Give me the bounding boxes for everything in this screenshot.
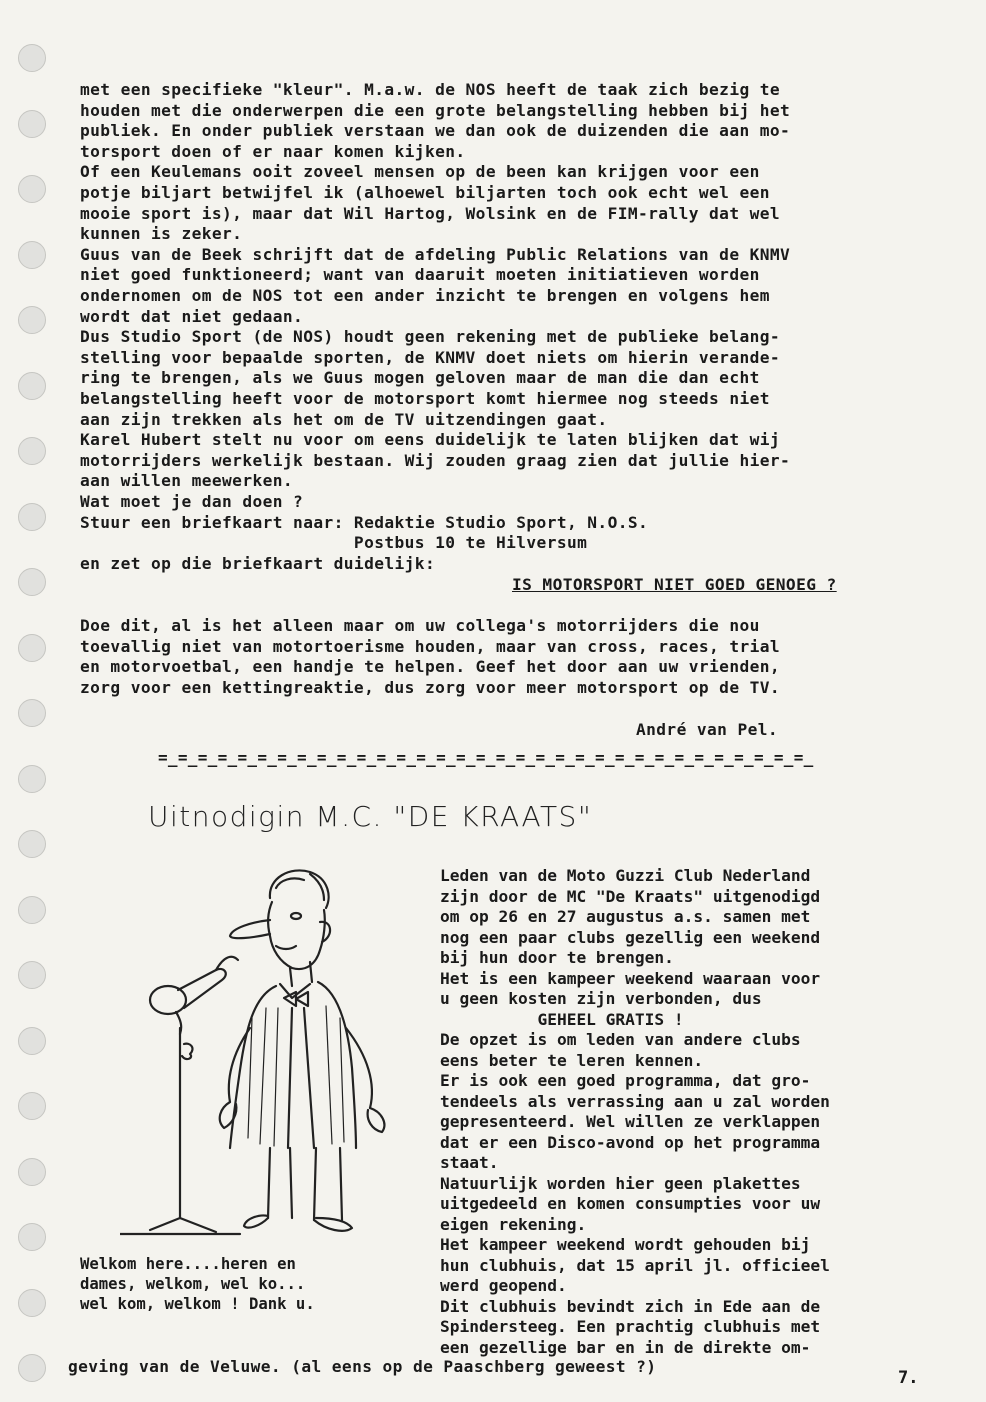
text-line: met een specifieke "kleur". M.a.w. de NOS heeft de taak zich bezig te	[80, 80, 781, 99]
text-line: aan willen meewerken.	[80, 471, 294, 491]
text-line: Stuur een briefkaart naar: Redaktie Studio Sport, N.O.S.	[80, 512, 649, 532]
binder-hole	[18, 241, 46, 269]
text-line: Doe dit, al is het alleen maar om uw collega's motorrijders die nou	[80, 616, 760, 635]
text-line: Dus Studio Sport (de NOS) houdt geen rekening met de publieke belang-	[80, 327, 781, 347]
text-line: Guus van de Beek schrijft dat de afdeling Public Relations van de KNMV	[80, 244, 791, 264]
text-line: potje biljart betwijfel ik (alhoewel biljarten toch ook echt wel een	[80, 183, 770, 202]
text-line: publiek. En onder publiek verstaan we dan ook de duizenden die aan mo-	[80, 121, 791, 141]
binder-hole	[18, 1289, 46, 1317]
text-line: De opzet is om leden van andere clubs	[440, 1030, 801, 1049]
text-line: belangstelling heeft voor de motorsport komt hiermee nog steeds niet	[80, 389, 770, 408]
text-line: ring te brengen, als we Guus mogen geloven maar de man die dan echt	[80, 368, 760, 388]
text-line: u geen kosten zijn verbonden, dus	[440, 989, 762, 1008]
text-line: en motorvoetbal, een handje te helpen. Geef het door aan uw vrienden,	[80, 657, 781, 677]
text-line: hun clubhuis, dat 15 april jl. officieel	[440, 1255, 830, 1275]
text-line: Leden van de Moto Guzzi Club Nederland	[440, 866, 811, 885]
slogan: IS MOTORSPORT NIET GOED GENOEG ?	[512, 575, 837, 594]
binder-hole	[18, 1223, 46, 1251]
section-heading: Uitnodigin M.C. "DE KRAATS"	[148, 800, 593, 833]
binder-hole	[18, 175, 46, 203]
binder-hole	[18, 830, 46, 858]
text-line: GEHEEL GRATIS !	[440, 1009, 684, 1029]
text-line: aan zijn trekken als het om de TV uitzendingen gaat.	[80, 409, 608, 429]
page-number: 7.	[898, 1368, 919, 1388]
binder-hole	[18, 961, 46, 989]
text-line: Natuurlijk worden hier geen plakettes	[440, 1173, 801, 1193]
text-line: zijn door de MC "De Kraats" uitgenodigd	[440, 886, 821, 906]
text-line: Dit clubhuis bevindt zich in Ede aan de	[440, 1296, 821, 1316]
text-line: nog een paar clubs gezellig een weekend	[440, 927, 821, 947]
text-line: werd geopend.	[440, 1276, 567, 1295]
binder-hole	[18, 699, 46, 727]
text-line: dames, welkom, wel ko...	[80, 1275, 306, 1293]
text-line: torsport doen of er naar komen kijken.	[80, 141, 466, 161]
binder-hole	[18, 44, 46, 72]
binder-hole	[18, 437, 46, 465]
author: André van Pel.	[636, 720, 779, 739]
text-line: Welkom here....heren en	[80, 1255, 296, 1273]
text-line: zorg voor een kettingreaktie, dus zorg voor meer motorsport op de TV.	[80, 677, 781, 697]
binder-hole	[18, 765, 46, 793]
text-line: gepresenteerd. Wel willen ze verklappen	[440, 1112, 821, 1131]
text-line: Het kampeer weekend wordt gehouden bij	[440, 1235, 811, 1254]
binder-hole	[18, 1027, 46, 1055]
text-line: toevallig niet van motortoerisme houden, maar van cross, races, trial	[80, 636, 781, 656]
text-line: Karel Hubert stelt nu voor om eens duidelijk te laten blijken dat wij	[80, 430, 781, 450]
binder-hole	[18, 503, 46, 531]
text-line: bij hun door te brengen.	[440, 948, 674, 967]
binder-hole	[18, 372, 46, 400]
separator-line: =_=_=_=_=_=_=_=_=_=_=_=_=_=_=_=_=_=_=_=_=_=_=_=_=_=_=_=_=_=_=_=_=_	[158, 748, 814, 767]
closing-line: geving van de Veluwe. (al eens op de Paaschberg geweest ?)	[68, 1357, 657, 1376]
text-line: Postbus 10 te Hilversum	[80, 533, 588, 553]
text-line: Het is een kampeer weekend waaraan voor	[440, 968, 821, 988]
text-line: wordt dat niet gedaan.	[80, 306, 304, 326]
text-line: Er is ook een goed programma, dat gro-	[440, 1071, 811, 1090]
binder-hole	[18, 1354, 46, 1382]
text-line: tendeels als verrassing aan u zal worden	[440, 1091, 830, 1111]
text-line: mooie sport is), maar dat Wil Hartog, Wolsink en de FIM-rally dat wel	[80, 203, 781, 223]
binder-hole	[18, 896, 46, 924]
binder-hole	[18, 568, 46, 596]
binder-hole	[18, 1158, 46, 1186]
text-line: kunnen is zeker.	[80, 224, 243, 244]
text-line: Of een Keulemans ooit zoveel mensen op de been kan krijgen voor een	[80, 162, 760, 182]
text-line: dat er een Disco-avond op het programma	[440, 1132, 821, 1152]
text-line: en zet op die briefkaart duidelijk:	[80, 553, 436, 573]
text-line: staat.	[440, 1153, 499, 1172]
text-line: Wat moet je dan doen ?	[80, 492, 304, 511]
text-line: houden met die onderwerpen die een grote belangstelling hebben bij het	[80, 100, 791, 120]
cartoon-singer-illustration	[120, 858, 420, 1243]
text-line: een gezellige bar en in de direkte om-	[440, 1337, 811, 1357]
binder-hole	[18, 1092, 46, 1120]
text-line: uitgedeeld en komen consumpties voor uw	[440, 1194, 821, 1213]
text-line: om op 26 en 27 augustus a.s. samen met	[440, 907, 811, 926]
binder-hole	[18, 110, 46, 138]
binder-hole	[18, 306, 46, 334]
text-line: wel kom, welkom ! Dank u.	[80, 1295, 315, 1313]
text-line: niet goed funktioneerd; want van daaruit moeten initiatieven worden	[80, 265, 760, 285]
text-line: Spindersteeg. Een prachtig clubhuis met	[440, 1317, 821, 1336]
text-line: ondernomen om de NOS tot een ander inzicht te brengen en volgens hem	[80, 286, 770, 305]
binder-hole	[18, 634, 46, 662]
text-line: eens beter te leren kennen.	[440, 1050, 704, 1070]
text-line: stelling voor bepaalde sporten, de KNMV doet niets om hierin verande-	[80, 347, 781, 367]
text-line: motorrijders werkelijk bestaan. Wij zouden graag zien dat jullie hier-	[80, 450, 791, 470]
text-line: eigen rekening.	[440, 1214, 587, 1234]
